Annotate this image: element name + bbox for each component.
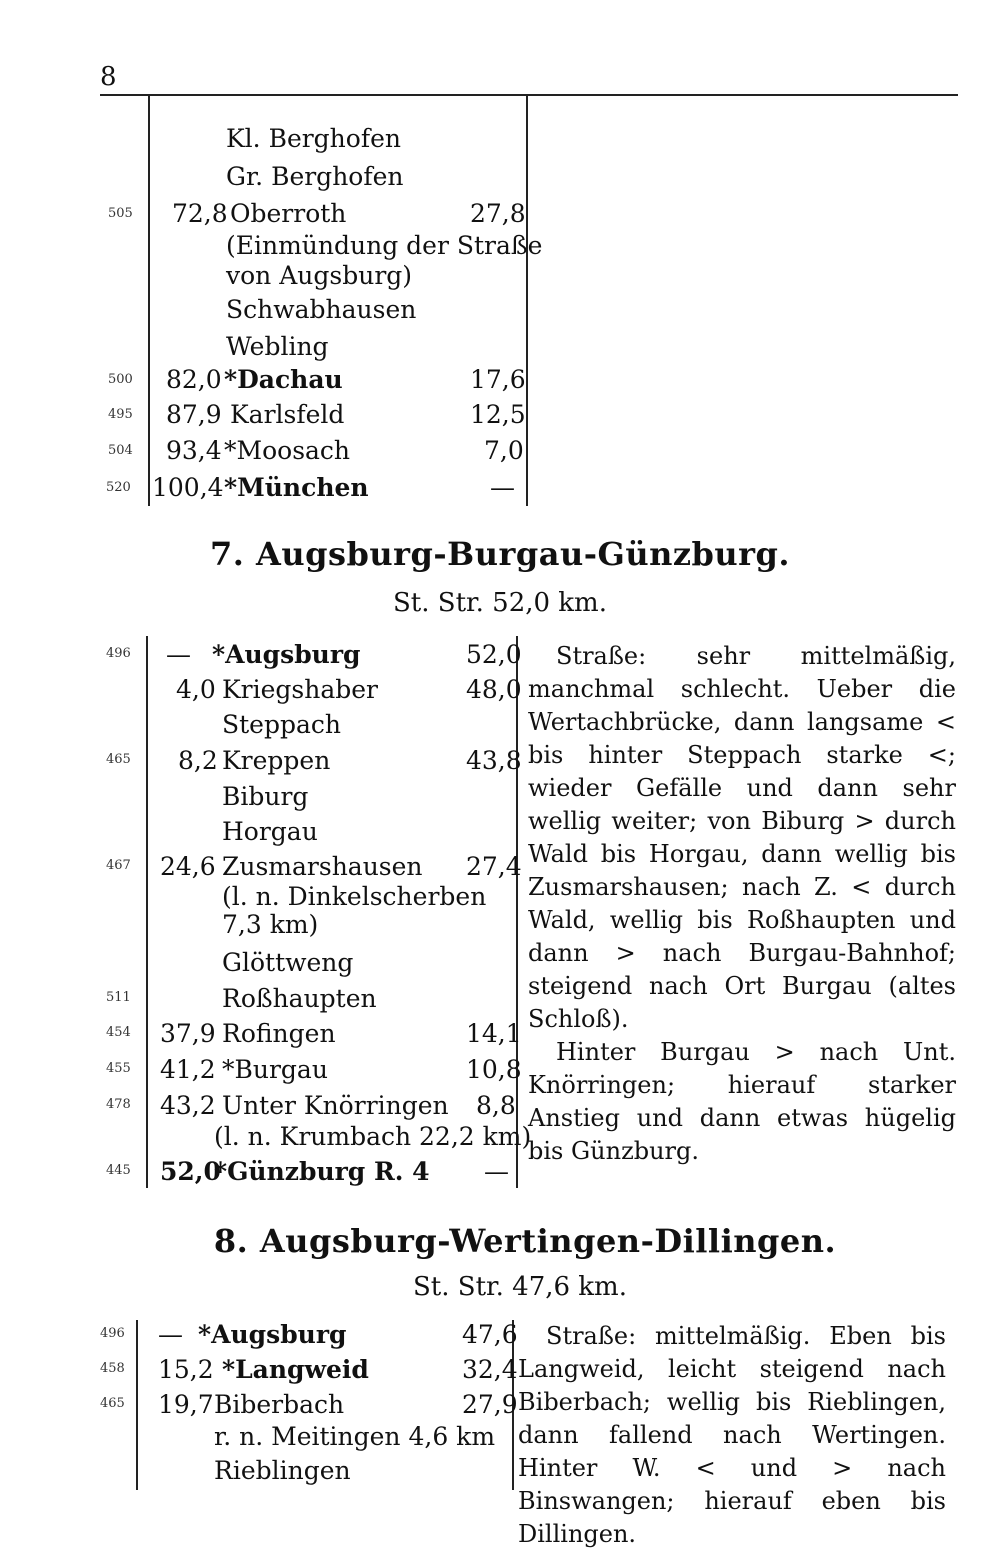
altitude: 500 xyxy=(108,372,133,387)
altitude: 465 xyxy=(100,1396,125,1411)
place-name: von Augsburg) xyxy=(226,261,413,290)
km-value: — xyxy=(166,640,191,669)
place-name: *Augsburg xyxy=(198,1320,347,1349)
header-rule xyxy=(100,94,958,96)
section-8-description xyxy=(518,1320,946,1551)
altitude: 511 xyxy=(106,990,131,1005)
altitude: 458 xyxy=(100,1361,125,1376)
place-name: 7,3 km) xyxy=(222,910,319,939)
km-value: 72,8 xyxy=(172,199,228,228)
rest-km: — xyxy=(484,1157,509,1186)
section-7-subtitle: St. Str. 52,0 km. xyxy=(393,588,607,618)
s8-left-rule xyxy=(136,1320,138,1490)
altitude: 445 xyxy=(106,1163,131,1178)
place-name: Biberbach xyxy=(214,1390,345,1419)
place-name: (l. n. Dinkelscherben xyxy=(222,882,487,911)
place-name: Gr. Berghofen xyxy=(226,162,404,191)
altitude: 520 xyxy=(106,480,131,495)
rest-km: — xyxy=(490,473,515,502)
place-name: Horgau xyxy=(222,817,318,846)
s7-right-rule xyxy=(516,636,518,1188)
rest-km: 48,0 xyxy=(466,675,522,704)
place-name: Rofingen xyxy=(222,1019,336,1048)
altitude: 496 xyxy=(106,646,131,661)
rest-km: 32,4 xyxy=(462,1355,518,1384)
km-value: 15,2 xyxy=(158,1355,214,1384)
rest-km: 10,8 xyxy=(466,1055,522,1084)
rest-km: 14,1 xyxy=(466,1019,522,1048)
km-value: 82,0 xyxy=(166,365,222,394)
place-name: Webling xyxy=(226,332,329,361)
rest-km: 27,8 xyxy=(470,199,526,228)
section-7-title: 7. Augsburg-Burgau-Günzburg. xyxy=(209,535,791,573)
altitude: 496 xyxy=(100,1326,125,1341)
km-value: 41,2 xyxy=(160,1055,216,1084)
place-name: *München xyxy=(224,473,369,502)
altitude: 465 xyxy=(106,752,131,767)
place-name: Kreppen xyxy=(222,746,331,775)
km-value: 87,9 xyxy=(166,400,222,429)
place-name: Roßhaupten xyxy=(222,984,377,1013)
altitude: 467 xyxy=(106,858,131,873)
km-value: 8,2 xyxy=(178,746,218,775)
rest-km: 43,8 xyxy=(466,746,522,775)
km-value: 37,9 xyxy=(160,1019,216,1048)
altitude: 478 xyxy=(106,1097,131,1112)
place-name: *Burgau xyxy=(222,1055,328,1084)
place-name: Zusmarshausen xyxy=(222,852,423,881)
place-name: Rieblingen xyxy=(214,1456,351,1485)
place-name: *Dachau xyxy=(224,365,343,394)
km-value: 52,0 xyxy=(160,1157,221,1186)
prev-table-left-rule xyxy=(148,96,150,506)
rest-km: 27,4 xyxy=(466,852,522,881)
page-number: 8 xyxy=(100,62,117,92)
place-name: (Einmündung der Straße xyxy=(226,231,543,260)
place-name: *Augsburg xyxy=(212,640,361,669)
km-value: 100,4 xyxy=(152,473,224,502)
altitude: 505 xyxy=(108,206,133,221)
place-name: Kl. Berghofen xyxy=(226,124,401,153)
altitude: 455 xyxy=(106,1061,131,1076)
altitude: 504 xyxy=(108,443,133,458)
place-name: Glöttweng xyxy=(222,948,354,977)
km-value: 93,4 xyxy=(166,436,222,465)
rest-km: 27,9 xyxy=(462,1390,518,1419)
place-name: *Moosach xyxy=(224,436,351,465)
place-name: Schwabhausen xyxy=(226,295,417,324)
place-name: *Günzburg R. 4 xyxy=(214,1157,430,1186)
section-8-subtitle: St. Str. 47,6 km. xyxy=(413,1272,627,1302)
place-name: Biburg xyxy=(222,782,309,811)
prev-table-right-rule xyxy=(526,96,528,506)
place-name: Oberroth xyxy=(230,199,347,228)
km-value: — xyxy=(158,1320,183,1349)
place-name: (l. n. Krumbach 22,2 km) xyxy=(214,1122,532,1151)
section-8-title: 8. Augsburg-Wertingen-Dillingen. xyxy=(213,1222,837,1260)
rest-km: 47,6 xyxy=(462,1320,518,1349)
rest-km: 12,5 xyxy=(470,400,526,429)
place-name: Karlsfeld xyxy=(230,400,345,429)
rest-km: 52,0 xyxy=(466,640,522,669)
rest-km: 7,0 xyxy=(484,436,524,465)
section-7-description xyxy=(528,640,956,1168)
place-name: Kriegshaber xyxy=(222,675,379,704)
altitude: 495 xyxy=(108,407,133,422)
altitude: 454 xyxy=(106,1025,131,1040)
description-paragraph: Straße: sehr mittelmäßig, manchmal schlecht. Ueber die Wertachbrücke, dann langsame < bis hinter Steppach starke <; wieder Gefälle und dann sehr wellig weiter; von Biburg > durch Wald bis Horgau, dann wellig bis Zusmarshausen; nach Z. < durch Wald, wellig bis Roßhaupten und dann > nach Burgau-Bahnhof; steigend nach Ort Burgau (altes Schloß). xyxy=(528,642,956,1033)
rest-km: 17,6 xyxy=(470,365,526,394)
place-name: Steppach xyxy=(222,710,341,739)
place-name: Unter Knörringen xyxy=(222,1091,449,1120)
km-value: 43,2 xyxy=(160,1091,216,1120)
description-paragraph: Straße: mittelmäßig. Eben bis Langweid, leicht steigend nach Biberbach; wellig bis Rieblingen, dann fallend nach Wertingen. Hinter W. < und > nach Binswangen; hierauf eben bis Dillingen. xyxy=(518,1322,946,1548)
rest-km: 8,8 xyxy=(476,1091,516,1120)
s7-left-rule xyxy=(146,636,148,1188)
place-name: *Langweid xyxy=(222,1355,369,1384)
km-value: 19,7 xyxy=(158,1390,214,1419)
km-value: 24,6 xyxy=(160,852,216,881)
description-paragraph: Hinter Burgau > nach Unt. Knörringen; hierauf starker Anstieg und dann etwas hügelig bis Günzburg. xyxy=(528,1038,956,1165)
km-value: 4,0 xyxy=(176,675,216,704)
place-name: r. n. Meitingen 4,6 km xyxy=(214,1422,496,1451)
